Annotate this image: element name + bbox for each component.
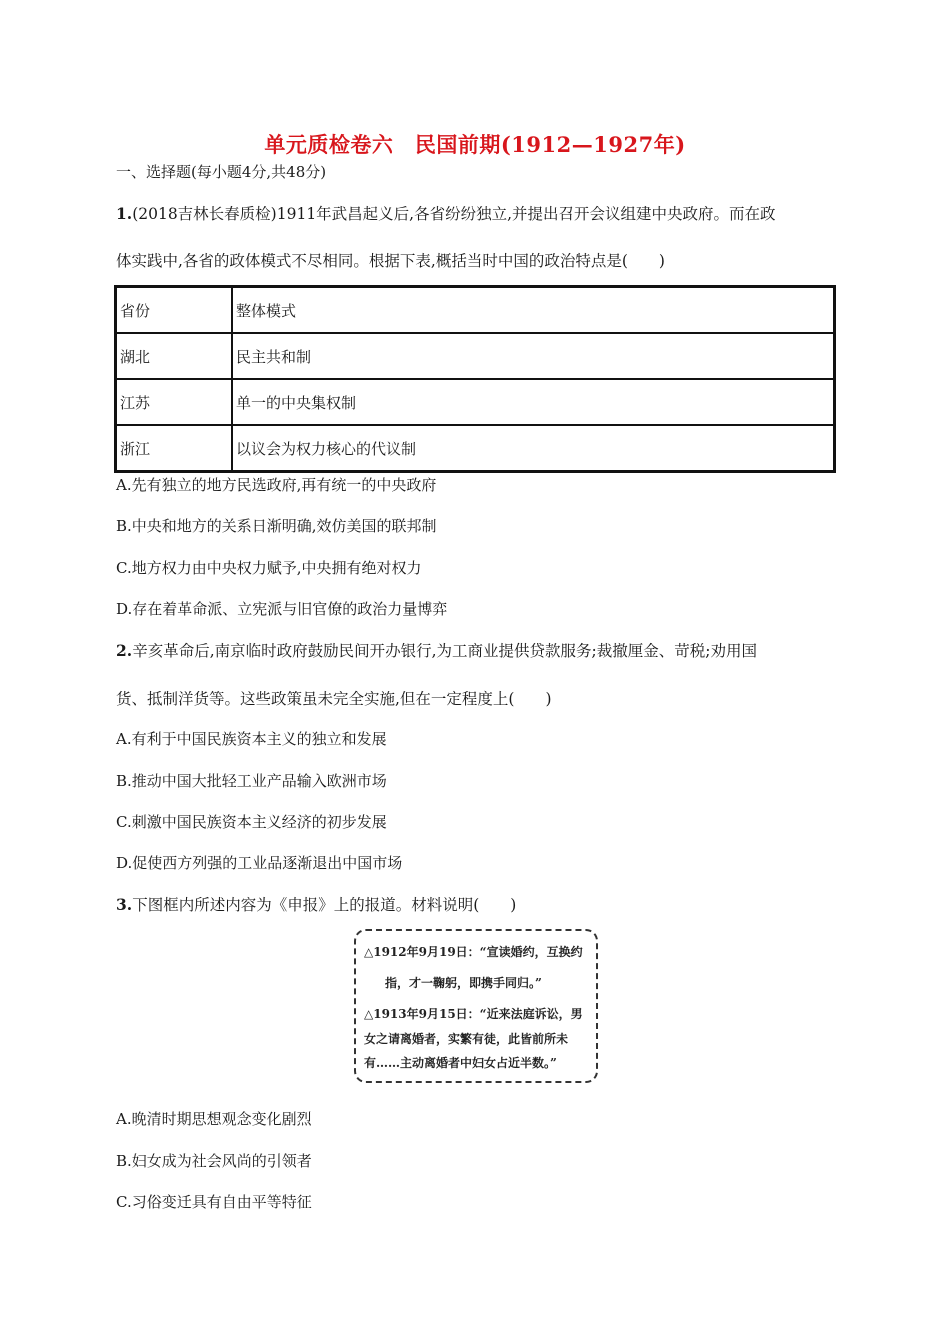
question-3-text-1: 下图框内所述内容为《申报》上的报道。材料说明( ) <box>132 896 517 914</box>
question-1-option-d: D.存在着革命派、立宪派与旧官僚的政治力量博弈 <box>116 600 448 618</box>
news-line: △1913年9月15日：“近来法庭诉讼，男 <box>364 1007 583 1021</box>
question-2-line-1 <box>116 639 757 661</box>
section-heading: 一、选择题(每小题4分,共48分) <box>116 163 327 181</box>
table-row <box>116 379 835 425</box>
question-2-option-b: B.推动中国大批轻工业产品输入欧洲市场 <box>116 772 387 790</box>
question-1-option-a: A.先有独立的地方民选政府,再有统一的中央政府 <box>116 476 437 494</box>
question-3-option-a: A.晚清时期思想观念变化剧烈 <box>116 1110 312 1128</box>
question-2-option-d: D.促使西方列强的工业品逐渐退出中国市场 <box>116 854 403 872</box>
province-table <box>114 285 836 473</box>
news-line: 有……主动离婚者中妇女占近半数。” <box>364 1056 557 1070</box>
table-row <box>116 425 835 472</box>
page-title: 单元质检卷六 民国前期(1912—1927年) <box>264 132 686 157</box>
question-2-text-1: 辛亥革命后,南京临时政府鼓励民间开办银行,为工商业提供贷款服务;裁撤厘金、苛税;劝用国 <box>132 642 757 660</box>
question-2-option-a: A.有利于中国民族资本主义的独立和发展 <box>116 730 387 748</box>
news-line: 女之请离婚者，实繁有徒，此皆前所未 <box>364 1032 569 1046</box>
question-1-text-2: 体实践中,各省的政体模式不尽相同。根据下表,概括当时中国的政治特点是( ) <box>116 252 665 270</box>
news-line: △1912年9月19日：“宣读婚约，互换约 <box>364 945 583 959</box>
question-3-line-1 <box>116 893 516 915</box>
question-1-line-1 <box>116 202 776 224</box>
question-2-number: 2. <box>116 641 133 660</box>
question-1-number: 1. <box>116 204 133 223</box>
table-cell: 以议会为权力核心的代议制 <box>232 425 835 472</box>
table-cell: 浙江 <box>116 425 233 472</box>
table-header-row <box>116 287 835 334</box>
question-3-option-c: C.习俗变迁具有自由平等特征 <box>116 1193 312 1211</box>
news-line: 指，才一鞠躬，即携手同归。” <box>385 976 542 990</box>
table-row <box>116 333 835 379</box>
question-3-number: 3. <box>116 895 133 914</box>
table-cell: 湖北 <box>116 333 233 379</box>
table-cell: 单一的中央集权制 <box>232 379 835 425</box>
question-2-option-c: C.刺激中国民族资本主义经济的初步发展 <box>116 813 387 831</box>
table-cell: 江苏 <box>116 379 233 425</box>
question-3-option-b: B.妇女成为社会风尚的引领者 <box>116 1152 312 1170</box>
question-1-option-c: C.地方权力由中央权力赋予,中央拥有绝对权力 <box>116 559 422 577</box>
table-header-cell: 整体模式 <box>232 287 835 334</box>
table-cell: 民主共和制 <box>232 333 835 379</box>
table-header-cell: 省份 <box>116 287 233 334</box>
shenbao-news-box <box>354 929 598 1083</box>
question-1-option-b: B.中央和地方的关系日渐明确,效仿美国的联邦制 <box>116 517 437 535</box>
question-2-text-2: 货、抵制洋货等。这些政策虽未完全实施,但在一定程度上( ) <box>116 690 552 708</box>
question-1-text-1: (2018吉林长春质检)1911年武昌起义后,各省纷纷独立,并提出召开会议组建中央政府。而在政 <box>132 205 776 223</box>
